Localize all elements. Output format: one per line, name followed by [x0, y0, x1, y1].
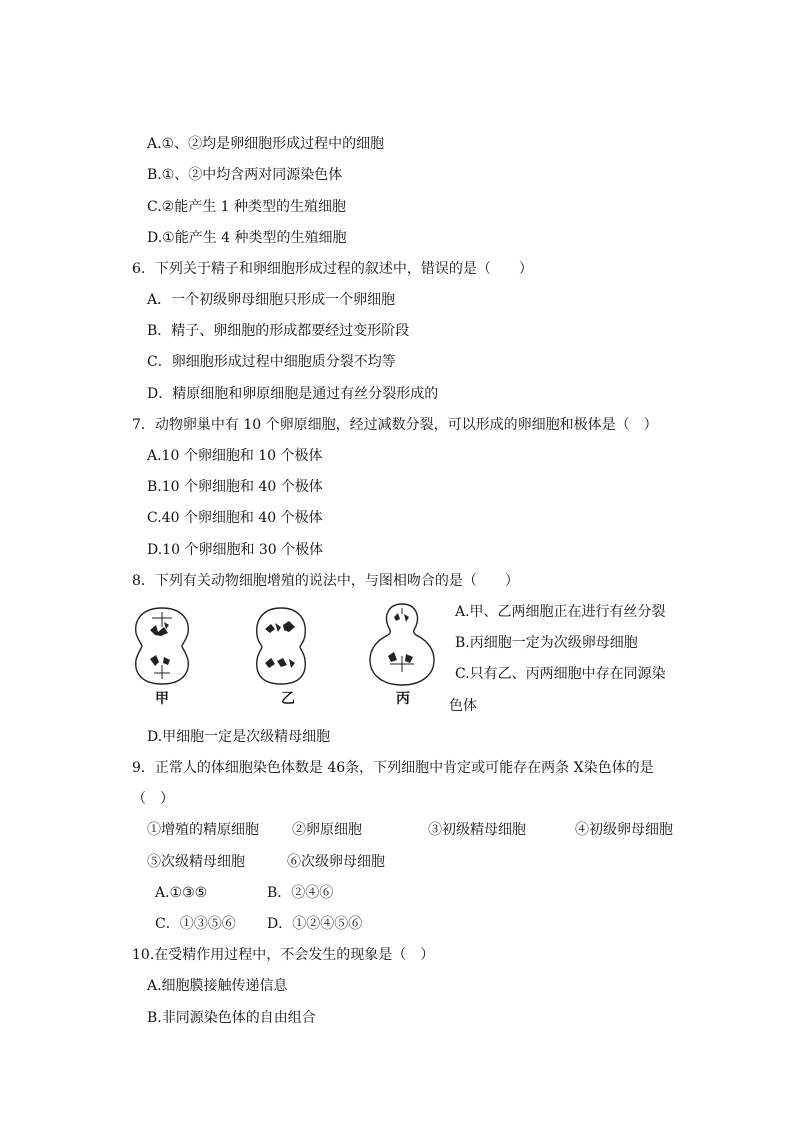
q8-option-c-continued: 色体 — [449, 698, 477, 714]
q8-option-c: C.只有乙、丙两细胞中存在同源染 — [455, 666, 666, 682]
cell-jia-figure — [128, 605, 196, 687]
q9-option-a: A.①③⑤ — [155, 885, 208, 901]
q9-stem-line1: 9．正常人的体细胞染色体数是 46条，下列细胞中肯定或可能存在两条 X染色体的是 — [132, 760, 654, 776]
cell-bing-figure — [366, 600, 438, 688]
q8-stem: 8．下列有关动物细胞增殖的说法中，与图相吻合的是（ ） — [132, 573, 519, 589]
q7-stem: 7．动物卵巢中有 10 个卵原细胞，经过减数分裂，可以形成的卵细胞和极体是（ ） — [132, 417, 658, 433]
q9-item-5: ⑤次级精母细胞 — [147, 854, 245, 870]
q9-item-1: ①增殖的精原细胞 — [147, 822, 259, 838]
q10-stem: 10.在受精作用过程中，不会发生的现象是（ ） — [132, 947, 435, 963]
q5-option-c: C.②能产生 1 种类型的生殖细胞 — [147, 199, 347, 215]
q7-option-a: A.10 个卵细胞和 10 个极体 — [147, 448, 323, 464]
q6-option-b: B．精子、卵细胞的形成都要经过变形阶段 — [147, 323, 410, 339]
figure-label-bing: 丙 — [396, 691, 410, 707]
q9-option-d: D．①②④⑤⑥ — [267, 916, 363, 932]
q5-option-b: B.①、②中均含两对同源染色体 — [147, 167, 343, 183]
q7-option-b: B.10 个卵细胞和 40 个极体 — [147, 479, 323, 495]
q5-option-a: A.①、②均是卵细胞形成过程中的细胞 — [147, 136, 385, 152]
q9-item-6: ⑥次级卵母细胞 — [287, 854, 385, 870]
q9-option-c: C．①③⑤⑥ — [155, 916, 236, 932]
q10-option-a: A.细胞膜接触传递信息 — [147, 978, 288, 994]
q8-option-b: B.丙细胞一定为次级卵母细胞 — [455, 635, 638, 651]
q7-option-d: D.10 个卵细胞和 30 个极体 — [147, 542, 324, 558]
q6-option-c: C．卵细胞形成过程中细胞质分裂不均等 — [147, 354, 396, 370]
q5-option-d: D.①能产生 4 种类型的生殖细胞 — [147, 230, 347, 246]
q7-option-c: C.40 个卵细胞和 40 个极体 — [147, 510, 323, 526]
q8-option-d: D.甲细胞一定是次级精母细胞 — [147, 729, 331, 745]
q9-option-b: B．②④⑥ — [267, 885, 334, 901]
q6-option-a: A．一个初级卵母细胞只形成一个卵细胞 — [147, 292, 396, 308]
figure-label-jia: 甲 — [155, 691, 169, 707]
q9-item-2: ②卵原细胞 — [292, 822, 362, 838]
figure-label-yi: 乙 — [281, 691, 295, 707]
cell-yi-figure — [251, 605, 311, 687]
q9-stem-line2: （ ） — [132, 791, 174, 807]
q6-stem: 6．下列关于精子和卵细胞形成过程的叙述中，错误的是（ ） — [132, 261, 533, 277]
q9-item-4: ④初级卵母细胞 — [575, 822, 673, 838]
q9-item-3: ③初级精母细胞 — [428, 822, 526, 838]
q6-option-d: D．精原细胞和卵原细胞是通过有丝分裂形成的 — [147, 386, 439, 402]
q8-option-a: A.甲、乙两细胞正在进行有丝分裂 — [455, 604, 666, 620]
q10-option-b: B.非同源染色体的自由组合 — [147, 1010, 316, 1026]
